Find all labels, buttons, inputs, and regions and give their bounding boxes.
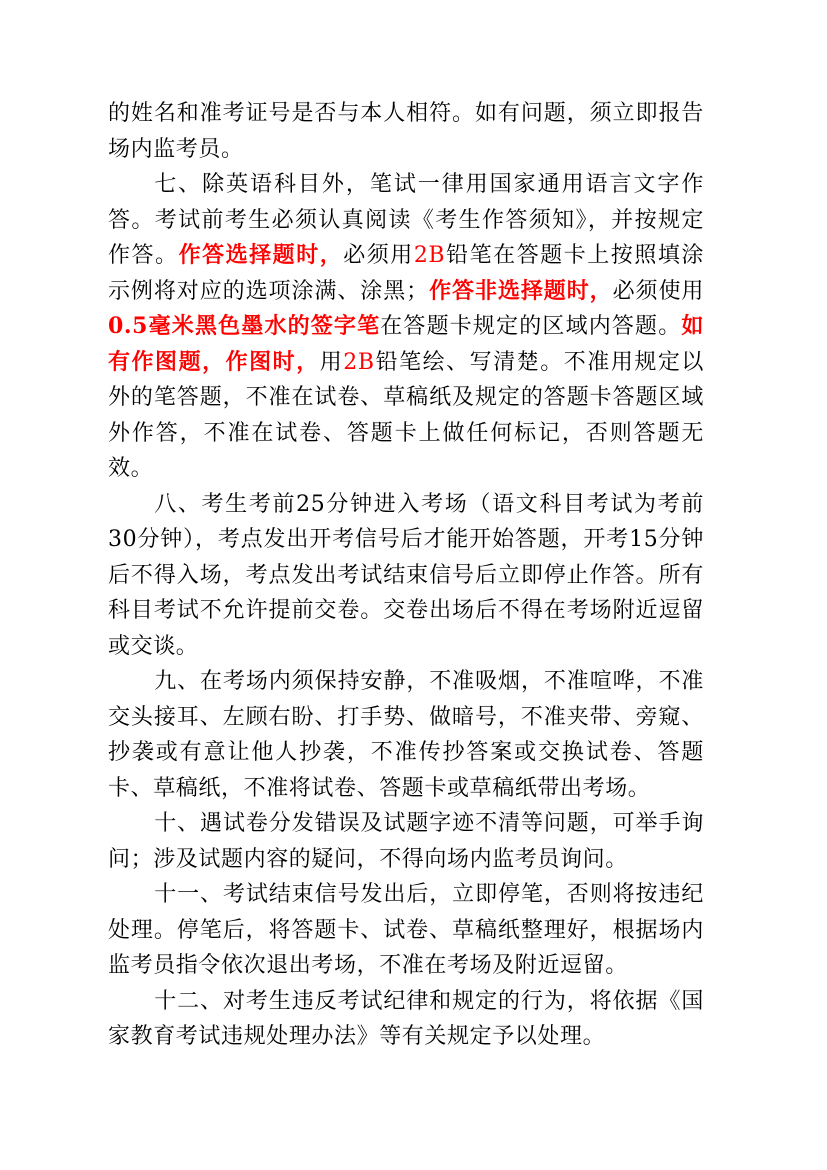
text-segment: 用	[319, 349, 344, 375]
text-segment: 必须使用	[612, 278, 704, 304]
paragraph	[108, 984, 704, 1055]
text-segment: 十、遇试卷分发错误及试题字迹不清等问题，可举手询问；涉及试题内容的疑问，不得向场内监考员询问。	[108, 811, 704, 872]
highlighted-text: 0.5毫米黑色墨水的签字笔	[108, 313, 381, 339]
highlighted-text: 如有作图题，作图时，	[108, 313, 704, 375]
highlighted-text: 作答选择题时，	[178, 242, 344, 268]
highlighted-text: 2B	[413, 243, 446, 268]
text-segment: 十二、对考生违反考试纪律和规定的行为，将依据《国家教育考试违规处理办法》等有关规定予以处理。	[108, 988, 704, 1049]
text-segment: 九、在考场内须保持安静，不准吸烟，不准喧哗，不准交头接耳、左顾右盼、打手势、做暗号，不准夹带、旁窥、抄袭或有意让他人抄袭，不准传抄答案或交换试卷、答题卡、草稿纸，不准将试卷、答题卡或草稿纸带出考场。	[108, 669, 704, 801]
paragraph	[108, 96, 704, 167]
paragraph	[108, 487, 704, 665]
paragraph	[108, 806, 704, 877]
text-segment: 八、考生考前25分钟进入考场（语文科目考试为考前30分钟），考点发出开考信号后才能开始答题，开考15分钟后不得入场，考点发出考试结束信号后立即停止作答。所有科目考试不允许提前交卷。交卷出场后不得在考场附近逗留或交谈。	[108, 491, 704, 659]
text-segment: 十一、考试结束信号发出后，立即停笔，否则将按违纪处理。停笔后，将答题卡、试卷、草稿纸整理好，根据场内监考员指令依次退出考场，不准在考场及附近逗留。	[108, 882, 704, 978]
paragraph	[108, 664, 704, 806]
paragraph	[108, 877, 704, 984]
highlighted-text: 2B	[343, 349, 375, 375]
text-segment: 的姓名和准考证号是否与本人相符。如有问题，须立即报告场内监考员。	[108, 101, 704, 162]
highlighted-text: 作答非选择题时，	[428, 277, 613, 304]
text-segment: 铅笔在答题卡上按照填涂示例将对应的选项涂满、涂黑；	[108, 243, 704, 304]
document-page	[108, 96, 704, 1055]
text-segment: 在答题卡规定的区域内答题。	[380, 314, 682, 339]
text-segment: 必须用	[343, 243, 414, 268]
paragraph	[108, 167, 704, 487]
text-segment: 铅笔绘、写清楚。不准用规定以外的笔答题，不准在试卷、草稿纸及规定的答题卡答题区域外作答，不准在试卷、答题卡上做任何标记，否则答题无效。	[108, 349, 704, 481]
text-segment: 七、除英语科目外，笔试一律用国家通用语言文字作答。考试前考生必须认真阅读《考生作答须知》，并按规定作答。	[108, 172, 704, 268]
